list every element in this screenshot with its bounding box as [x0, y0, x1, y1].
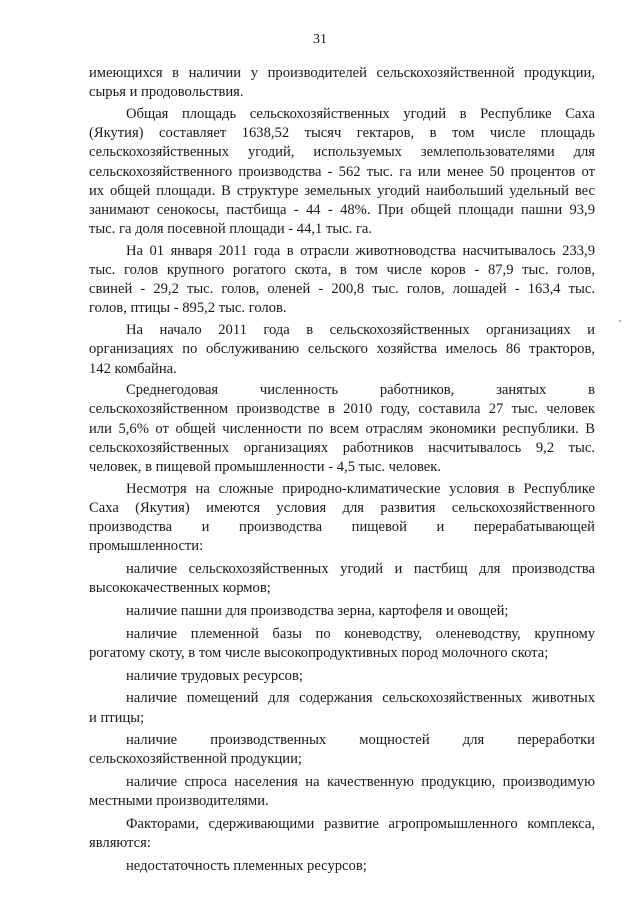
- paragraph: [89, 105, 595, 239]
- scan-speck: [619, 320, 621, 322]
- text-line: наличие производственных мощностей для переработки: [126, 732, 595, 749]
- text-line: и птицы;: [89, 709, 145, 726]
- text-line: занимают сенокосы, пастбища - 44 - 48%. При общей площади пашни 93,9: [89, 201, 595, 218]
- paragraph: [89, 381, 595, 477]
- text-line: На начало 2011 года в сельскохозяйственных организациях и: [126, 322, 595, 339]
- text-line: сельскохозяйственной продукции;: [89, 751, 302, 768]
- text-line: голов, птицы - 895,2 тыс. голов.: [89, 300, 287, 317]
- text-line: Саха (Якутия) имеются условия для развития сельскохозяйственного: [89, 499, 595, 516]
- text-line: наличие сельскохозяйственных угодий и пастбищ для производства: [126, 561, 595, 578]
- text-line: тыс. голов крупного рогатого скота, в том числе коров - 87,9 тыс. голов,: [89, 262, 595, 279]
- text-line: Среднегодовая численность работников, занятых в: [126, 382, 595, 399]
- text-line: 142 комбайна.: [89, 360, 177, 377]
- text-line: человек, в пищевой промышленности - 4,5 тыс. человек.: [89, 459, 442, 476]
- paragraph: [89, 625, 595, 663]
- text-line: местными производителями.: [89, 793, 269, 810]
- text-line: Несмотря на сложные природно-климатические условия в Республике: [126, 480, 595, 497]
- paragraph: [89, 560, 595, 598]
- paragraph: [89, 689, 595, 727]
- text-line: наличие помещений для содержания сельскохозяйственных животных: [126, 690, 595, 707]
- paragraph: [89, 731, 595, 769]
- text-line: или 5,6% от общей численности по всем отраслям экономики республики. В: [89, 420, 595, 437]
- text-line: сельскохозяйственных организациях работников насчитывалось 9,2 тыс.: [89, 439, 595, 456]
- paragraph: [89, 773, 595, 811]
- text-line: имеющихся в наличии у производителей сельскохозяйственной продукции,: [89, 65, 595, 81]
- text-line: наличие пашни для производства зерна, картофеля и овощей;: [126, 602, 509, 619]
- document-body: [89, 64, 595, 876]
- text-line: Факторами, сдерживающими развитие агропромышленного комплекса,: [126, 816, 595, 833]
- paragraph: [89, 815, 595, 853]
- text-line: высококачественных кормов;: [89, 580, 271, 597]
- text-line: наличие спроса населения на качественную продукцию, производимую: [126, 774, 595, 791]
- paragraph: [89, 321, 595, 379]
- text-line: рогатому скоту, в том числе высокопродуктивных пород молочного скота;: [89, 644, 549, 661]
- paragraph: [89, 602, 595, 621]
- text-line: организациях по обслуживанию сельского хозяйства имелось 86 тракторов,: [89, 341, 595, 358]
- text-line: производства и производства пищевой и перерабатывающей: [89, 519, 595, 536]
- page-number: 31: [313, 32, 327, 47]
- text-line: сырья и продовольствия.: [89, 84, 244, 101]
- text-line: недостаточность племенных ресурсов;: [126, 857, 367, 874]
- text-line: являются:: [89, 835, 151, 852]
- text-line: сельскохозяйственном производстве в 2010 году, составила 27 тыс. человек: [89, 401, 595, 418]
- paragraph: [89, 64, 595, 102]
- text-line: (Якутия) составляет 1638,52 тысяч гектаров, в том числе площадь: [89, 125, 595, 142]
- paragraph: [89, 242, 595, 319]
- text-line: сельскохозяйственного производства - 562 тыс. га или менее 50 процентов от: [89, 163, 595, 180]
- text-line: их общей площади. В структуре земельных угодий наибольший удельный вес: [89, 182, 595, 199]
- paragraph: [89, 667, 595, 686]
- text-line: На 01 января 2011 года в отрасли животноводства насчитывалось 233,9: [126, 242, 595, 259]
- text-line: сельскохозяйственных угодий, используемых землепользователями для: [89, 144, 595, 161]
- text-line: наличие племенной базы по коневодству, оленеводству, крупному: [126, 625, 595, 642]
- text-line: наличие трудовых ресурсов;: [126, 667, 303, 684]
- text-line: свиней - 29,2 тыс. голов, оленей - 200,8 тыс. голов, лошадей - 163,4 тыс.: [89, 281, 595, 298]
- text-line: Общая площадь сельскохозяйственных угодий в Республике Саха: [126, 105, 595, 122]
- paragraph: [89, 480, 595, 557]
- text-line: тыс. га доля посевной площади - 44,1 тыс. га.: [89, 221, 373, 238]
- paragraph: [89, 857, 595, 876]
- text-line: промышленности:: [89, 538, 204, 555]
